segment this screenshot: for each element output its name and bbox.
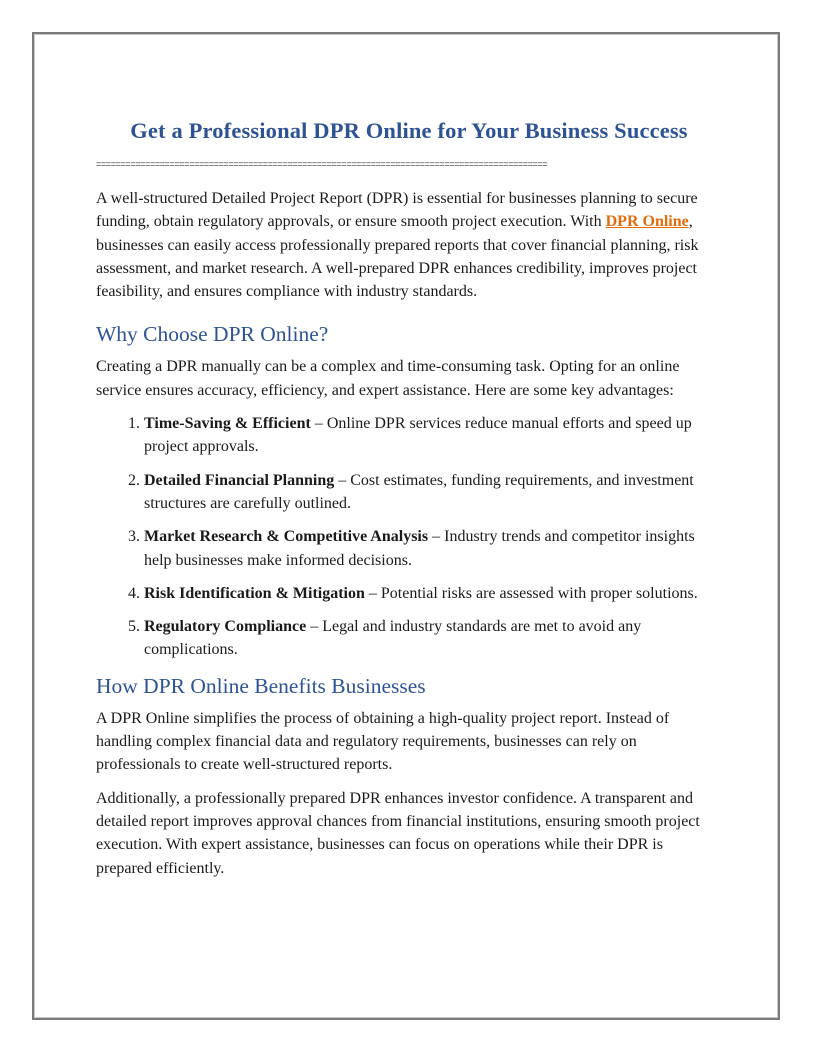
intro-text-start: A well-structured Detailed Project Report (DPR) is essential for businesses planning to secure funding, obtain regulatory approvals, or ensure smooth project execution. With [96, 190, 698, 231]
why-paragraph: Creating a DPR manually can be a complex and time-consuming task. Opting for an online service ensures accuracy, efficiency, and expert assistance. Here are some key advantages: [96, 358, 680, 399]
how-heading: How DPR Online Benefits Businesses [96, 673, 426, 698]
list-item-text: – Legal and industry standards are met to avoid any complications. [144, 618, 642, 659]
list-item-title: Time-Saving & Efficient [144, 415, 311, 433]
list-item [144, 525, 722, 572]
page-title: Get a Professional DPR Online for Your Business Success [130, 118, 688, 143]
list-item-title: Regulatory Compliance [144, 618, 307, 636]
list-item-text: – Cost estimates, funding requirements, and investment structures are carefully outlined. [144, 471, 694, 512]
why-heading: Why Choose DPR Online? [96, 322, 329, 347]
intro-paragraph [96, 187, 722, 303]
how-paragraph-1: A DPR Online simplifies the process of obtaining a high-quality project report. Instead of handling complex financial data and regulatory requirements, businesses can rely on professionals to create well-structured reports. [96, 709, 670, 774]
list-item-title: Detailed Financial Planning [144, 471, 335, 489]
how-paragraph-2: Additionally, a professionally prepared DPR enhances investor confidence. A transparent and detailed report improves approval chances from financial institutions, ensuring smooth project execution. With expert assistance, businesses can focus on operations while their DPR is prepared efficiently. [96, 789, 700, 877]
list-item-title: Risk Identification & Mitigation [144, 584, 365, 602]
list-item [144, 469, 722, 516]
list-item-text: – Industry trends and competitor insights help businesses make informed decisions. [144, 528, 695, 569]
list-item-text: – Potential risks are assessed with proper solutions. [364, 584, 698, 602]
list-item [144, 615, 722, 662]
dpr-online-link[interactable]: DPR Online [605, 213, 689, 231]
document-body [96, 118, 722, 880]
advantages-list [96, 412, 722, 662]
list-item-title: Market Research & Competitive Analysis [144, 528, 429, 546]
divider-line: ============================================================================================ [96, 159, 548, 169]
list-item-text: – Online DPR services reduce manual efforts and speed up project approvals. [144, 415, 692, 456]
intro-text-end: , businesses can easily access professionally prepared reports that cover financial planning, risk assessment, and market research. A well-prepared DPR enhances credibility, improves project feasibility, and ensures compliance with industry standards. [96, 213, 699, 301]
list-item [144, 412, 722, 459]
list-item [144, 582, 722, 605]
